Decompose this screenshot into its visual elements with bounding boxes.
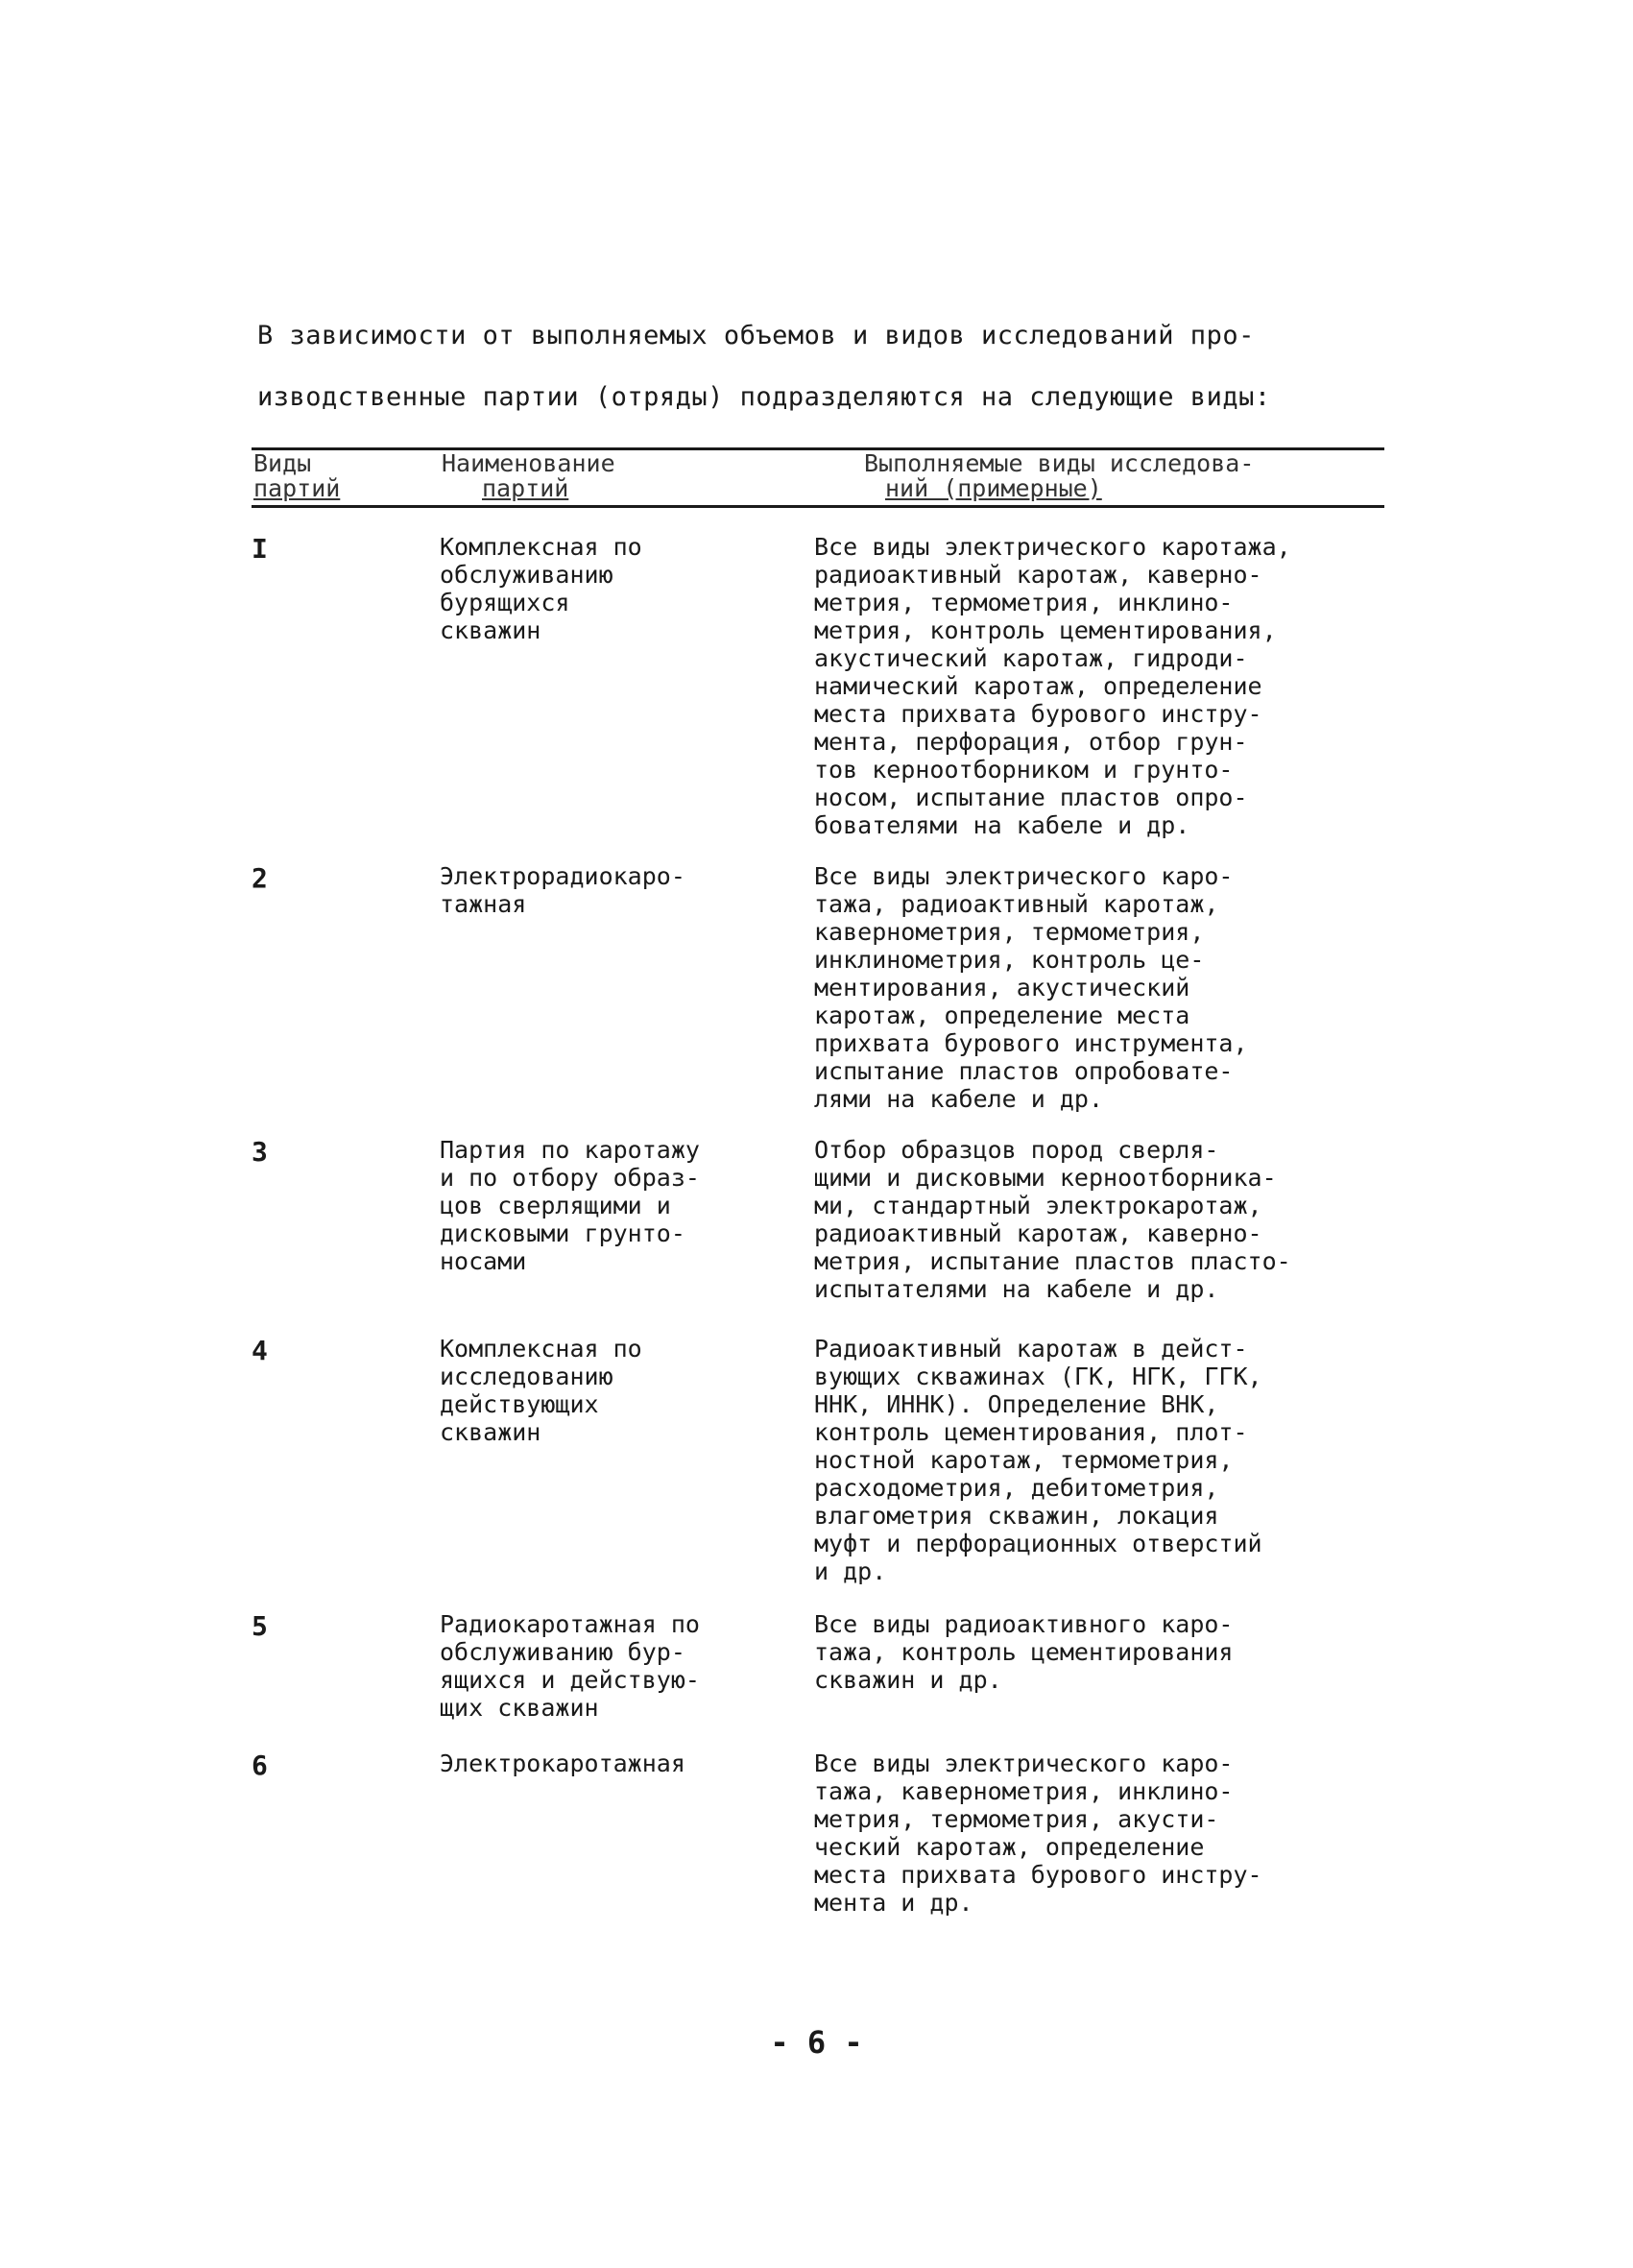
row-research-types: Все виды электрического каро- тажа, кавернометрия, инклино- метрия, термометрия, акусти- ческий каротаж, определение места прихвата бурового инстру- мента и др. [814, 1749, 1262, 1917]
header-col2-line2: партий [482, 474, 569, 502]
row-number: 2 [252, 862, 268, 894]
row-number: 5 [252, 1610, 268, 1642]
row-research-types: Все виды радиоактивного каро- тажа, контроль цементирования скважин и др. [814, 1610, 1234, 1694]
row-research-types: Радиоактивный каротаж в дейст- вующих скважинах (ГК, НГК, ГГК, ННК, ИННК). Определение ВНК, контроль цементирования, плот- ностной каротаж, термометрия, расходометрия, дебитометрия, влагометрия скважин, локация муфт и перфорационных отверстий и др. [814, 1335, 1262, 1585]
header-col3-line1: Выполняемые виды исследова- [864, 449, 1255, 477]
page-number: - 6 - [770, 2024, 863, 2061]
header-col-party-type [253, 451, 340, 501]
table-header-bottom-rule [252, 505, 1384, 508]
row-number: I [252, 533, 268, 565]
row-research-types: Все виды электрического каро- тажа, радиоактивный каротаж, кавернометрия, термометрия, инклинометрия, контроль це- ментирования, акустический каротаж, определение места прихвата бурового инструмента, испытание пластов опробовате- лями на кабеле и др. [814, 862, 1248, 1113]
header-col-party-name [442, 451, 615, 501]
row-number: 6 [252, 1749, 268, 1781]
row-party-name: Комплексная по обслуживанию бурящихся скважин [440, 533, 642, 644]
intro-line-1: В зависимости от выполняемых объемов и видов исследований про- [257, 321, 1255, 350]
intro-paragraph [257, 305, 1390, 428]
row-party-name: Комплексная по исследованию действующих скважин [440, 1335, 642, 1446]
header-col3-line2: ний (примерные) [885, 474, 1102, 502]
row-party-name: Радиокаротажная по обслуживанию бур- ящихся и действую- щих скважин [440, 1610, 700, 1722]
row-party-name: Электрорадиокаро- тажная [440, 862, 685, 918]
header-col-research-types [864, 451, 1254, 501]
header-col1-line2: партий [253, 474, 341, 502]
header-col2-line1: Наименование [442, 449, 615, 477]
row-party-name: Партия по каротажу и по отбору образ- цов сверлящими и дисковыми грунто- носами [440, 1136, 700, 1275]
header-col1-line1: Виды [253, 449, 312, 477]
row-number: 3 [252, 1136, 268, 1168]
intro-line-2: изводственные партии (отряды) подразделяются на следующие виды: [257, 382, 1271, 412]
row-party-name: Электрокаротажная [440, 1749, 685, 1777]
row-number: 4 [252, 1335, 268, 1366]
row-research-types: Отбор образцов пород сверля- щими и дисковыми керноотборника- ми, стандартный электрокаротаж, радиоактивный каротаж, каверно- метрия, испытание пластов пласто- испытателями на кабеле и др. [814, 1136, 1291, 1303]
row-research-types: Все виды электрического каротажа, радиоактивный каротаж, каверно- метрия, термометрия, инклино- метрия, контроль цементирования, акустический каротаж, гидроди- намический каротаж, определение места прихвата бурового инстру- мента, перфорация, отбор грун- тов керноотборником и грунто- носом, испытание пластов опро- бователями на кабеле и др. [814, 533, 1291, 839]
